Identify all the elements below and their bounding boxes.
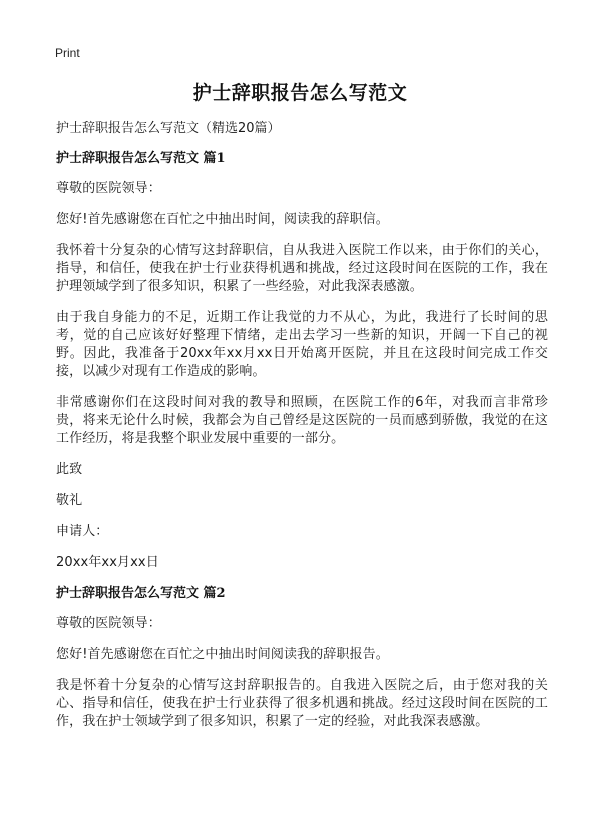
- section-2: [56, 585, 548, 731]
- letter-date: 20xx年xx月xx日: [56, 555, 159, 570]
- section-heading: 护士辞职报告怎么写范文 篇1: [56, 151, 226, 166]
- closing-salutation: 此致: [56, 462, 83, 477]
- paragraph: 我怀着十分复杂的心情写这封辞职信，自从我进入医院工作以来，由于你们的关心，指导，和信任，使我在护士行业获得机遇和挑战，经过这段时间在医院的工作，我在护理领域学到了很多知识，积累了一些经验，对此我深表感激。: [56, 243, 548, 294]
- paragraph: 我是怀着十分复杂的心情写这封辞职报告的。自我进入医院之后，由于您对我的关心、指导和信任，使我在护士行业获得了很多机遇和挑战。经过这段时间在医院的工作，我在护士领域学到了很多知识，积累了一定的经验，对此我深表感激。: [56, 678, 548, 729]
- document-body: [56, 120, 548, 744]
- paragraph: 您好!首先感谢您在百忙之中抽出时间阅读我的辞职报告。: [56, 647, 389, 662]
- paragraph: 您好!首先感谢您在百忙之中抽出时间，阅读我的辞职信。: [56, 212, 389, 227]
- paragraph: 由于我自身能力的不足，近期工作让我觉的力不从心，为此，我进行了长时间的思考，觉的自己应该好好整理下情绪，走出去学习一些新的知识，开阔一下自己的视野。因此，我准备于20xx年xx月xx日开始离开医院，并且在这段时间完成工作交接，以减少对现有工作造成的影响。: [56, 310, 548, 379]
- greeting: 尊敬的医院领导：: [56, 616, 161, 631]
- greeting: 尊敬的医院领导：: [56, 181, 161, 196]
- paragraph: 非常感谢你们在这段时间对我的教导和照顾，在医院工作的6年，对我而言非常珍贵，将来无论什么时候，我都会为自己曾经是这医院的一员而感到骄傲，我觉的在这工作经历，将是我整个职业发展中重要的一部分。: [56, 395, 548, 446]
- print-link[interactable]: Print: [55, 46, 80, 60]
- document-subtitle: 护士辞职报告怎么写范文（精选20篇）: [56, 121, 281, 136]
- applicant-label: 申请人：: [56, 524, 109, 539]
- section-heading: 护士辞职报告怎么写范文 篇2: [56, 586, 226, 601]
- page-title: 护士辞职报告怎么写范文: [192, 82, 408, 104]
- closing-regards: 敬礼: [56, 493, 83, 508]
- section-1: [56, 150, 548, 572]
